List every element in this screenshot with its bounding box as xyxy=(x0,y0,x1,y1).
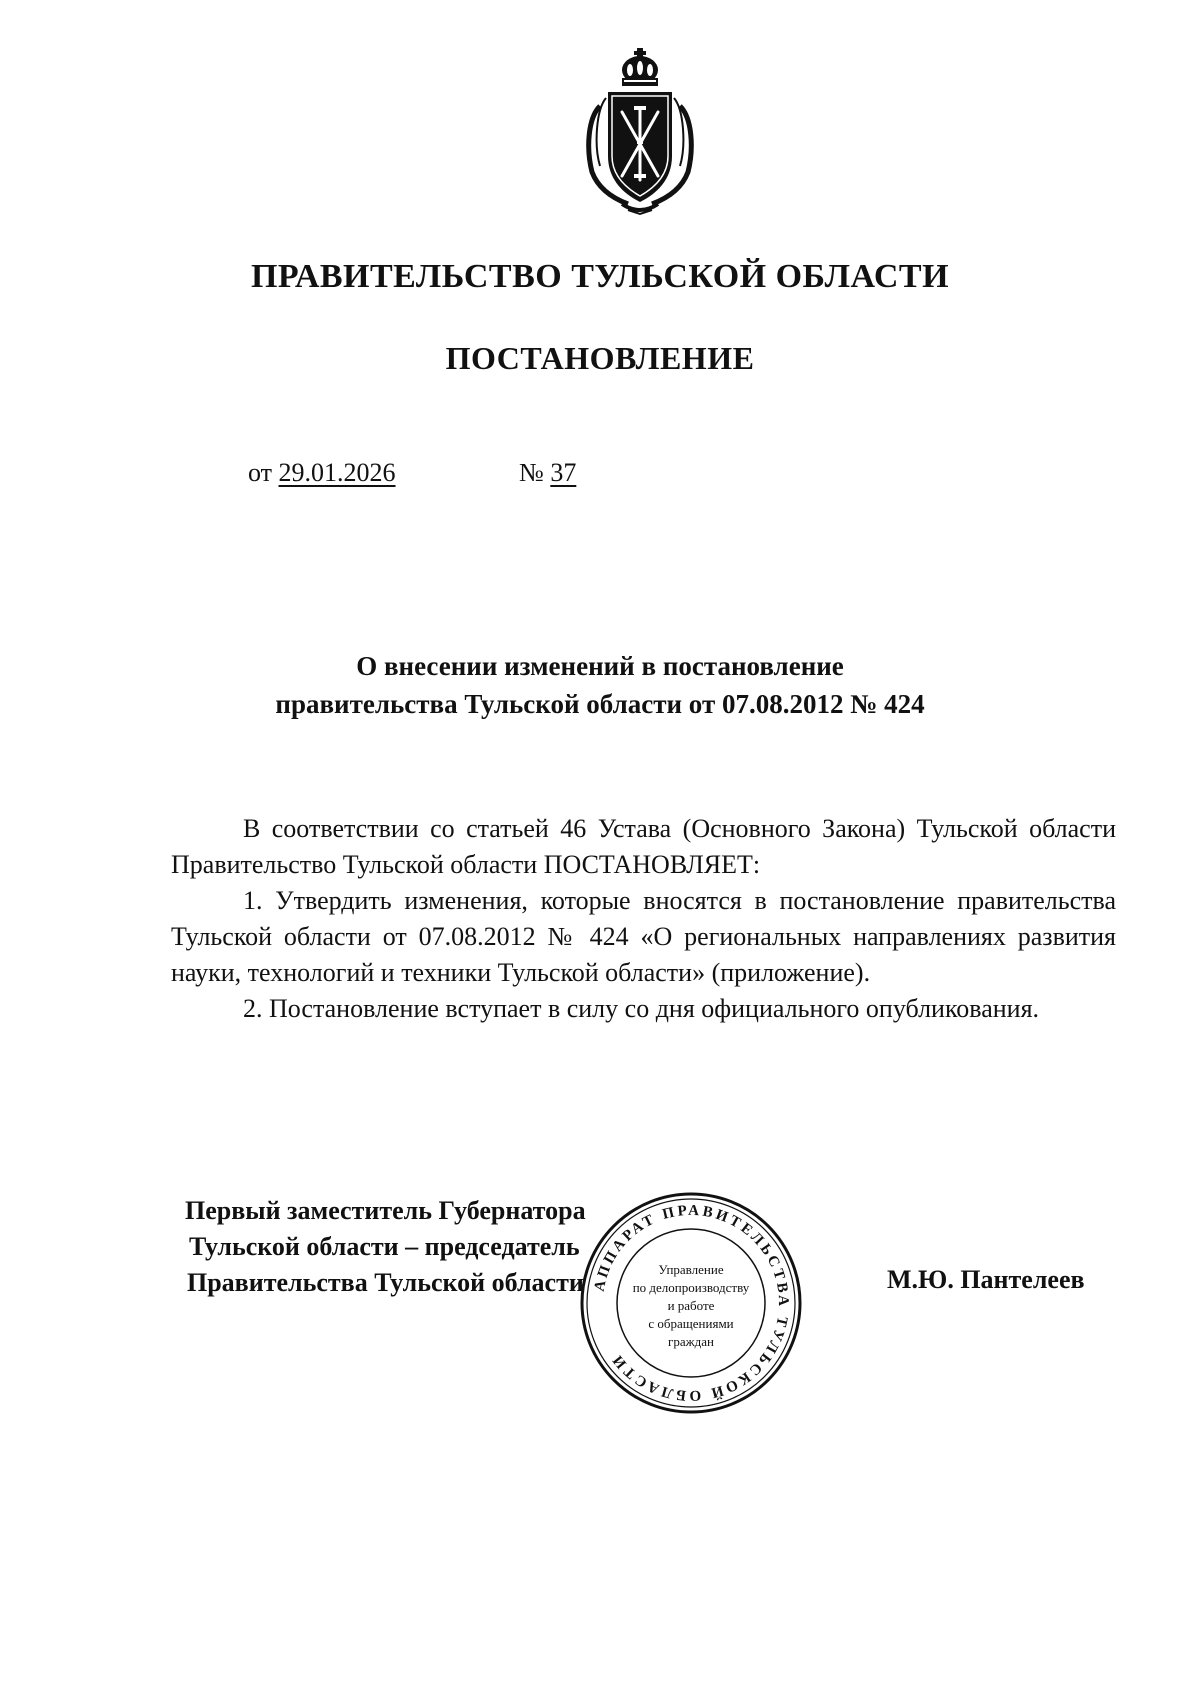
stamp-inner-line-4: с обращениями xyxy=(648,1316,734,1331)
body-paragraph-preamble: В соответствии со статьей 46 Устава (Основного Закона) Тульской области Правительство Тульской области ПОСТАНОВЛЯЕТ: xyxy=(171,814,1116,879)
body-paragraph-item-1: 1. Утвердить изменения, которые вносятся в постановление правительства Тульской области от 07.08.2012 № 424 «О региональных направлениях развития науки, технологий и техники Тульской области» (приложение). xyxy=(171,886,1116,987)
signatory-name: М.Ю. Пантелеев xyxy=(887,1265,1085,1294)
subject-line-2: правительства Тульской области от 07.08.2012 № 424 xyxy=(275,689,925,719)
stamp-inner-line-1: Управление xyxy=(658,1262,724,1277)
document-number: 37 xyxy=(550,458,577,487)
stamp-inner-line-5: граждан xyxy=(668,1334,714,1349)
stamp-outer-text: АППАРАТ ПРАВИТЕЛЬСТВА ТУЛЬСКОЙ ОБЛАСТИ xyxy=(591,1202,792,1404)
document-body xyxy=(171,811,1116,1027)
document-date-line xyxy=(248,458,396,488)
government-title: ПРАВИТЕЛЬСТВО ТУЛЬСКОЙ ОБЛАСТИ xyxy=(250,258,950,295)
tula-coat-of-arms-icon xyxy=(582,48,698,216)
official-stamp xyxy=(578,1190,804,1416)
document-type: ПОСТАНОВЛЕНИЕ xyxy=(445,340,755,376)
position-line-2: Тульской области – председатель xyxy=(189,1232,580,1261)
document-number-line xyxy=(519,458,576,488)
document-subject xyxy=(0,647,1200,723)
position-line-3: Правительства Тульской области xyxy=(187,1268,584,1297)
position-line-1: Первый заместитель Губернатора xyxy=(185,1196,586,1225)
date-prefix: от xyxy=(248,458,273,487)
body-paragraph-item-2: 2. Постановление вступает в силу со дня официального опубликования. xyxy=(243,994,1040,1023)
stamp-inner-line-2: по делопроизводству xyxy=(632,1280,750,1295)
stamp-inner-line-3: и работе xyxy=(667,1298,715,1313)
subject-line-1: О внесении изменений в постановление xyxy=(356,651,844,681)
signatory-position xyxy=(185,1193,586,1301)
document-date: 29.01.2026 xyxy=(278,458,396,487)
number-prefix: № xyxy=(519,458,544,487)
